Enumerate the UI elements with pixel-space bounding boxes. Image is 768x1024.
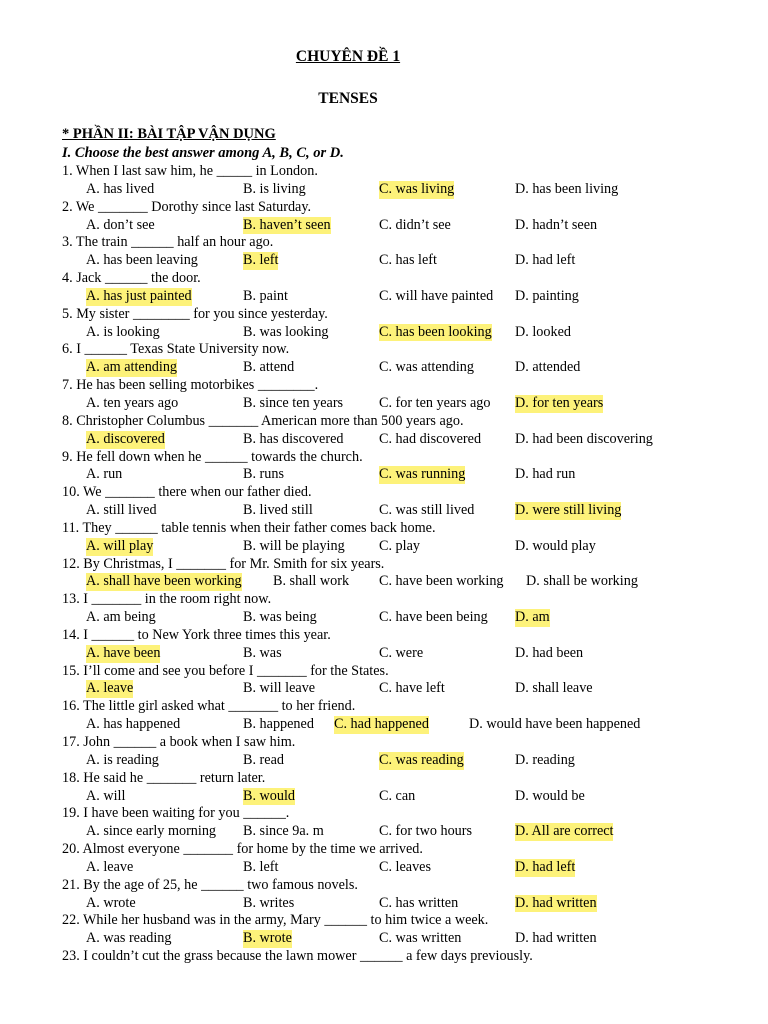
option-d: D. looked <box>515 323 571 340</box>
option-c: C. were <box>379 644 424 661</box>
question-text: 12. By Christmas, I _______ for Mr. Smith for six years. <box>62 555 385 572</box>
options-line <box>0 466 768 484</box>
options-line <box>0 431 768 449</box>
option-a: A. ten years ago <box>86 394 179 411</box>
question-text: 1. When I last saw him, he _____ in London. <box>62 163 318 179</box>
option-a: A. has just painted <box>86 287 192 304</box>
option-b: B. is living <box>243 180 306 197</box>
option-c: C. didn’t see <box>379 216 451 233</box>
option-d: D. had been discovering <box>515 430 653 447</box>
question-line <box>0 591 768 609</box>
option-b: B. since ten years <box>243 394 344 411</box>
option-b: B. attend <box>243 359 295 376</box>
option-b: B. lived still <box>243 502 313 519</box>
question-line <box>0 663 768 681</box>
option-b: B. would <box>243 787 296 804</box>
option-a: A. am attending <box>86 359 178 376</box>
option-b: B. read <box>243 751 284 768</box>
option-a: A. leave <box>86 680 134 697</box>
option-b: B. wrote <box>243 930 292 947</box>
option-d: D. would have been happened <box>469 716 641 733</box>
options-line <box>0 823 768 841</box>
option-d: D. would be <box>515 787 585 804</box>
option-d: D. shall be working <box>526 573 638 590</box>
section-heading: * PHẦN II: BÀI TẬP VẬN DỤNG <box>62 126 276 142</box>
question-line <box>0 948 768 966</box>
option-b: B. runs <box>243 466 284 483</box>
question-line <box>0 734 768 752</box>
option-a: A. has happened <box>86 716 181 733</box>
question-text: 6. I ______ Texas State University now. <box>62 341 290 358</box>
option-b: B. paint <box>243 287 288 304</box>
option-a: A. since early morning <box>86 823 217 840</box>
question-text: 10. We _______ there when our father died. <box>62 484 312 501</box>
question-text: 23. I couldn’t cut the grass because the lawn mower ______ a few days previously. <box>62 948 533 965</box>
options-line <box>0 930 768 948</box>
option-c: C. was still lived <box>379 502 475 519</box>
option-b: B. has discovered <box>243 430 344 447</box>
option-c: C. was written <box>379 930 462 947</box>
option-d: D. were still living <box>515 502 622 519</box>
option-d: D. am <box>515 609 550 626</box>
option-a: A. is looking <box>86 323 160 340</box>
option-b: B. writes <box>243 894 295 911</box>
option-d: D. reading <box>515 751 575 768</box>
question-text: 4. Jack ______ the door. <box>62 270 201 287</box>
question-text: 16. The little girl asked what _______ to her friend. <box>62 698 356 715</box>
option-a: A. is reading <box>86 751 159 768</box>
option-c: C. play <box>379 537 420 554</box>
option-c: C. for ten years ago <box>379 394 491 411</box>
option-a: A. don’t see <box>86 216 155 233</box>
option-a: A. discovered <box>86 430 165 447</box>
option-d: D. had left <box>515 252 576 269</box>
option-a: A. will play <box>86 537 154 554</box>
options-line <box>0 288 768 306</box>
question-text: 14. I ______ to New York three times this year. <box>62 626 331 643</box>
question-line <box>0 556 768 574</box>
option-c: C. had discovered <box>379 430 482 447</box>
question-text: 13. I _______ in the room right now. <box>62 591 272 608</box>
option-d: D. for ten years <box>515 394 604 411</box>
option-b: B. shall work <box>273 573 350 590</box>
option-b: B. will be playing <box>243 537 345 554</box>
options-line <box>0 680 768 698</box>
option-d: D. had been <box>515 644 584 661</box>
options-line <box>0 895 768 913</box>
option-c: C. was reading <box>379 751 464 768</box>
option-d: D. had written <box>515 894 597 911</box>
option-b: B. left <box>243 858 279 875</box>
option-c: C. leaves <box>379 858 432 875</box>
options-line <box>0 502 768 520</box>
option-d: D. shall leave <box>515 680 593 697</box>
question-line <box>0 377 768 395</box>
option-d: D. has been living <box>515 180 619 197</box>
question-text: 15. I’ll come and see you before I _______ for the States. <box>62 662 389 679</box>
options-line <box>0 716 768 734</box>
option-b: B. will leave <box>243 680 316 697</box>
option-a: A. will <box>86 787 126 804</box>
option-d: D. All are correct <box>515 823 614 840</box>
question-line <box>0 270 768 288</box>
option-b: B. was looking <box>243 323 329 340</box>
question-text: 7. He has been selling motorbikes ________. <box>62 377 319 394</box>
option-b: B. haven’t seen <box>243 216 331 233</box>
question-line <box>0 912 768 930</box>
option-d: D. had left <box>515 858 576 875</box>
option-a: A. shall have been working <box>86 573 242 590</box>
option-a: A. wrote <box>86 894 136 911</box>
option-a: A. has been leaving <box>86 252 198 269</box>
option-a: A. am being <box>86 609 156 626</box>
option-c: C. had happened <box>334 716 429 733</box>
option-c: C. have been working <box>379 573 504 590</box>
question-text: 11. They ______ table tennis when their father comes back home. <box>62 519 436 536</box>
question-text: 5. My sister ________ for you since yesterday. <box>62 305 328 322</box>
options-line <box>0 573 768 591</box>
question-text: 18. He said he _______ return later. <box>62 769 266 786</box>
option-c: C. can <box>379 787 416 804</box>
option-c: C. have left <box>379 680 445 697</box>
option-b: B. was <box>243 644 282 661</box>
option-a: A. still lived <box>86 502 157 519</box>
options-line <box>0 359 768 377</box>
option-b: B. left <box>243 252 279 269</box>
question-line <box>0 627 768 645</box>
options-line <box>0 217 768 235</box>
option-a: A. have been <box>86 644 161 661</box>
question-line <box>0 341 768 359</box>
option-a: A. leave <box>86 858 134 875</box>
option-d: D. had run <box>515 466 576 483</box>
option-b: B. was being <box>243 609 317 626</box>
question-text: 17. John ______ a book when I saw him. <box>62 734 296 750</box>
instruction-text: I. Choose the best answer among A, B, C, or D. <box>62 145 344 161</box>
option-a: A. run <box>86 466 123 483</box>
question-line <box>0 520 768 538</box>
options-line <box>0 324 768 342</box>
question-line <box>0 698 768 716</box>
option-c: C. has left <box>379 252 437 269</box>
question-line <box>0 449 768 467</box>
option-b: B. since 9a. m <box>243 823 324 840</box>
question-line <box>0 199 768 217</box>
option-d: D. painting <box>515 287 579 304</box>
question-text: 20. Almost everyone _______ for home by the time we arrived. <box>62 841 423 858</box>
question-text: 22. While her husband was in the army, Mary ______ to him twice a week. <box>62 912 489 929</box>
question-line <box>0 805 768 823</box>
options-line <box>0 645 768 663</box>
option-c: C. was running <box>379 466 466 483</box>
question-list <box>0 163 768 966</box>
option-c: C. was living <box>379 180 455 197</box>
question-text: 19. I have been waiting for you ______. <box>62 805 290 822</box>
options-line <box>0 859 768 877</box>
options-line <box>0 181 768 199</box>
options-line <box>0 395 768 413</box>
option-b: B. happened <box>243 716 314 733</box>
question-text: 8. Christopher Columbus _______ American more than 500 years ago. <box>62 412 464 429</box>
question-line <box>0 413 768 431</box>
option-d: D. had written <box>515 930 597 947</box>
option-c: C. have been being <box>379 609 488 626</box>
question-line <box>0 484 768 502</box>
option-c: C. has been looking <box>379 323 492 340</box>
option-c: C. has written <box>379 894 459 911</box>
option-a: A. was reading <box>86 930 172 947</box>
question-text: 9. He fell down when he ______ towards the church. <box>62 448 363 465</box>
option-d: D. hadn’t seen <box>515 216 598 233</box>
option-a: A. has lived <box>86 180 155 197</box>
options-line <box>0 788 768 806</box>
question-line <box>0 877 768 895</box>
topic-title: CHUYÊN ĐỀ 1 <box>295 48 401 65</box>
question-line <box>0 306 768 324</box>
question-line <box>0 234 768 252</box>
question-line <box>0 841 768 859</box>
option-c: C. will have painted <box>379 287 494 304</box>
option-c: C. for two hours <box>379 823 473 840</box>
question-line <box>0 770 768 788</box>
option-c: C. was attending <box>379 359 474 376</box>
options-line <box>0 609 768 627</box>
options-line <box>0 538 768 556</box>
option-d: D. would play <box>515 537 596 554</box>
options-line <box>0 252 768 270</box>
subject-title: TENSES <box>318 90 378 107</box>
question-text: 3. The train ______ half an hour ago. <box>62 234 274 251</box>
question-text: 21. By the age of 25, he ______ two famous novels. <box>62 876 358 893</box>
question-line <box>0 163 768 181</box>
option-d: D. attended <box>515 359 581 376</box>
options-line <box>0 752 768 770</box>
question-text: 2. We _______ Dorothy since last Saturday. <box>62 198 312 215</box>
